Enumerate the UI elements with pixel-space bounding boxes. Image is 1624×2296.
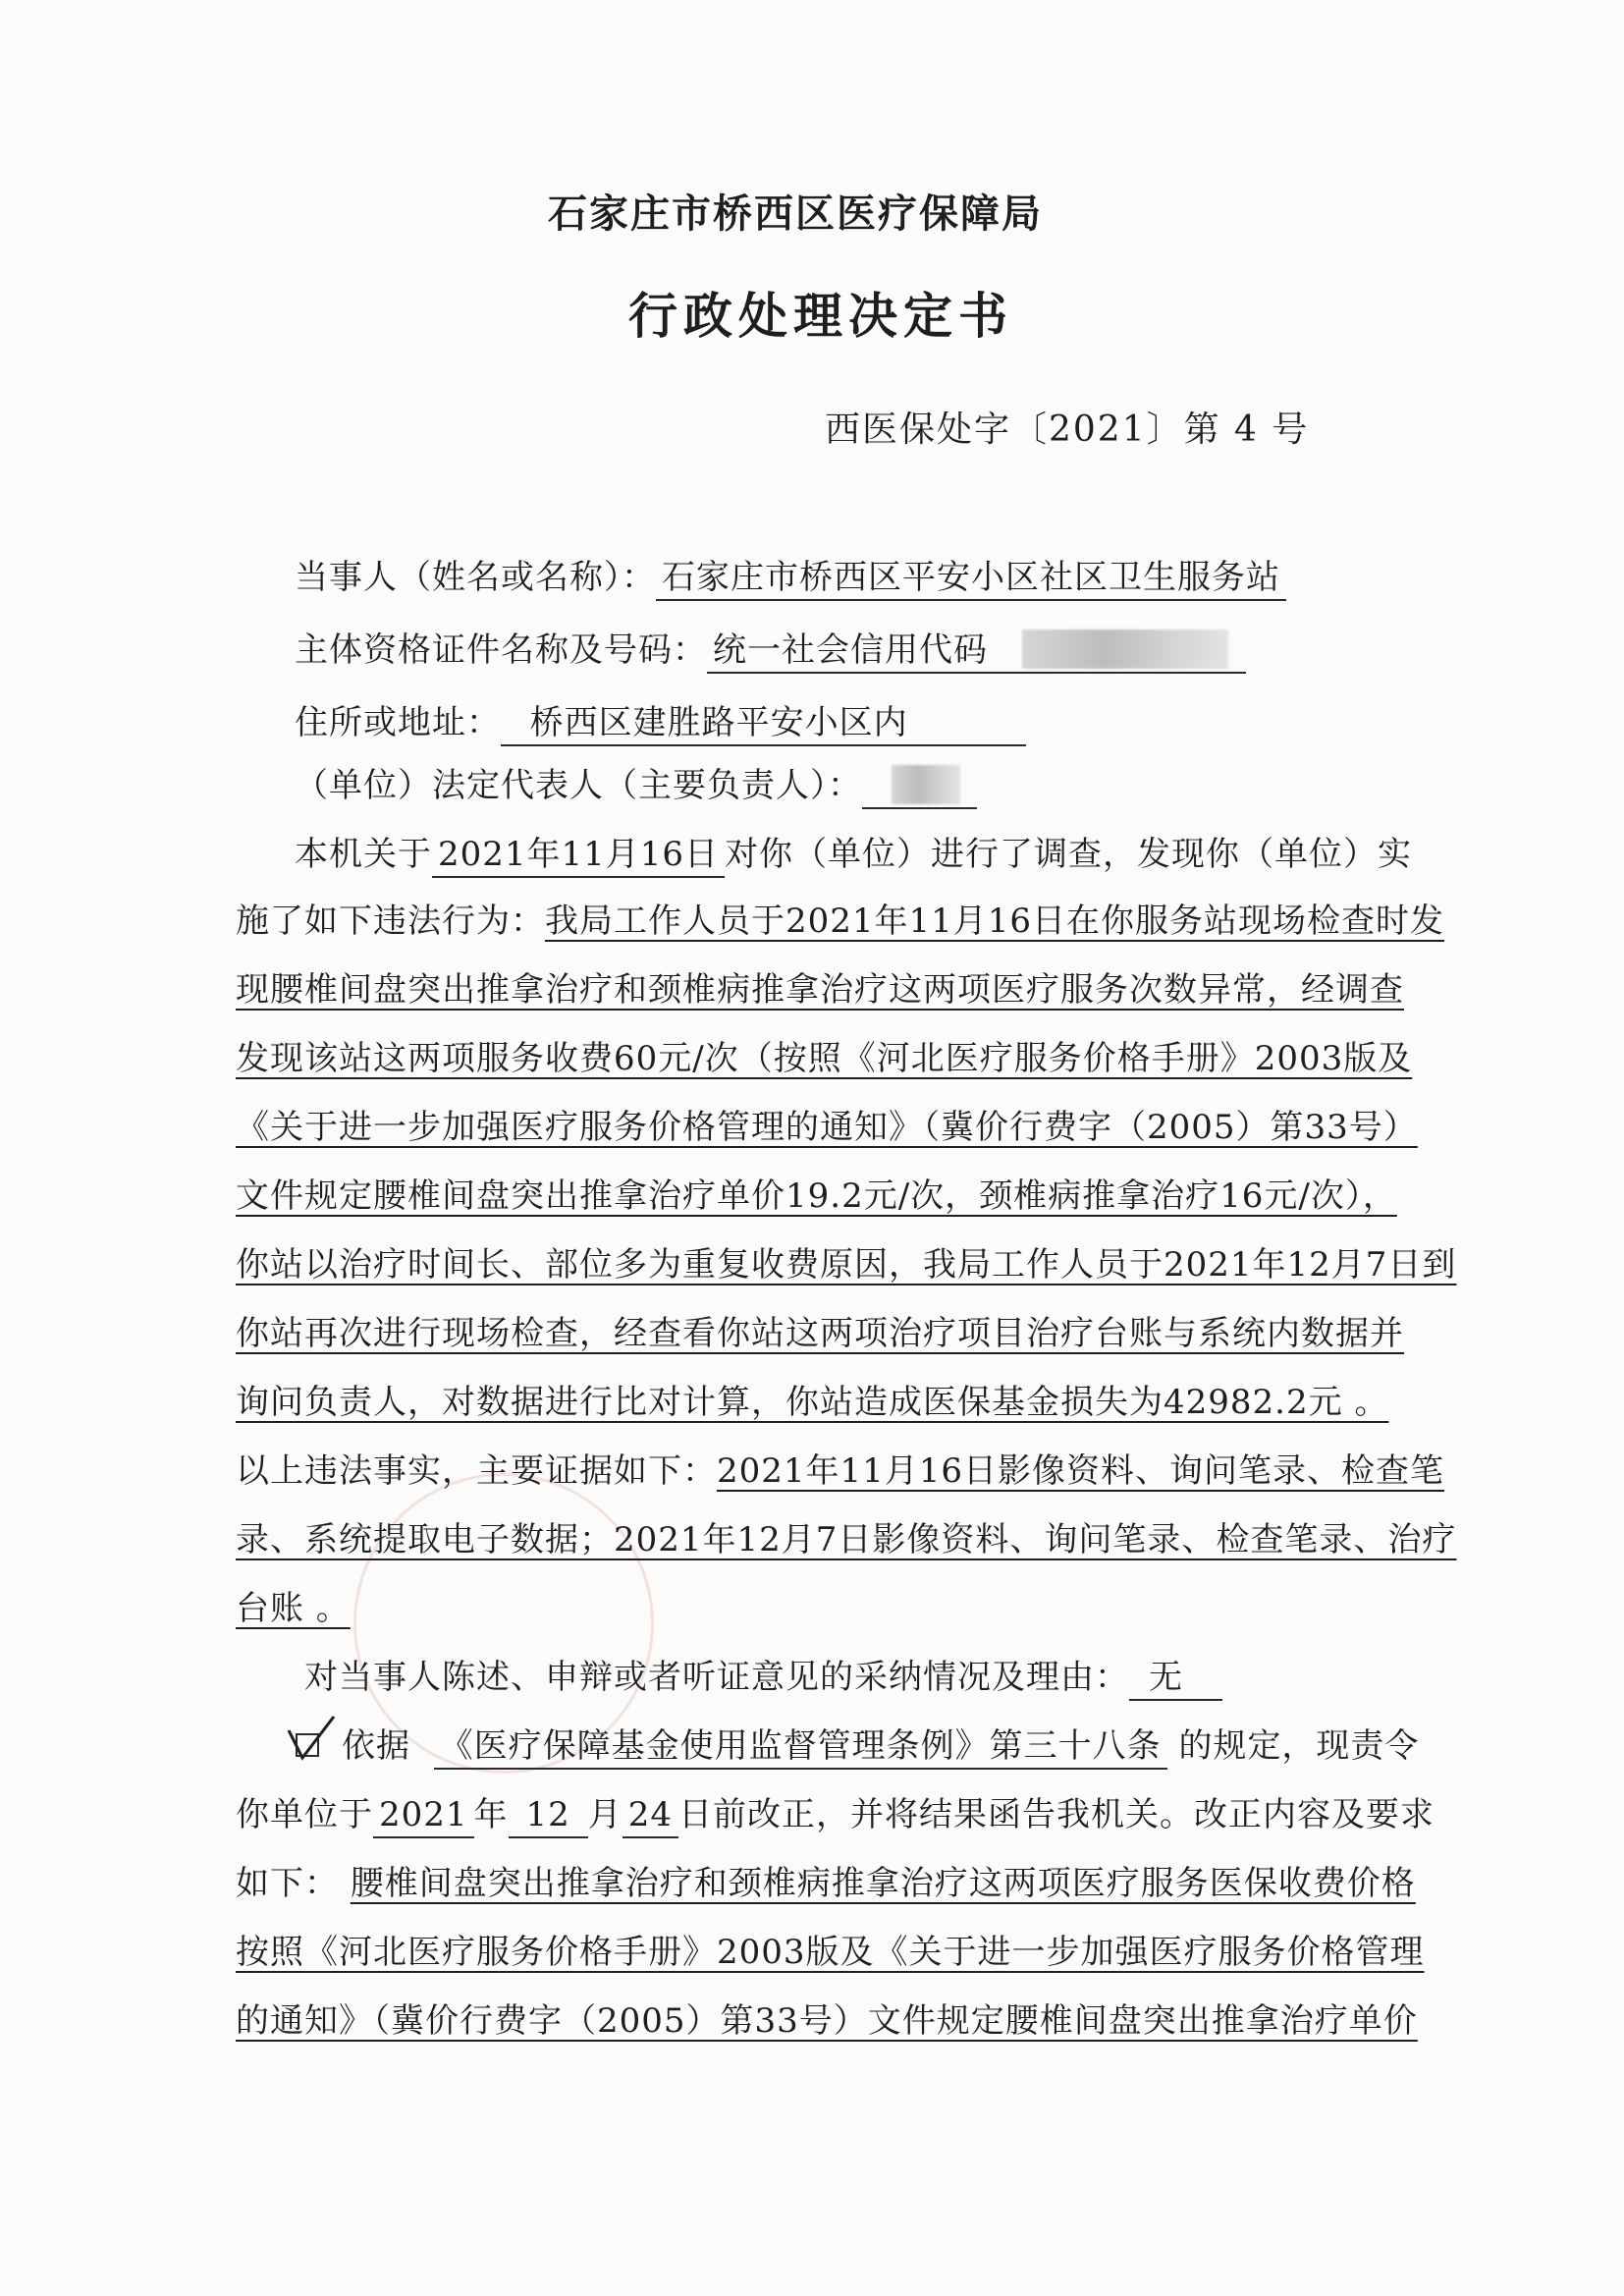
body-line-1 [295,833,1412,876]
p1-prefix: 本机关于 [295,835,432,874]
body-line-2 [236,900,1444,943]
agency-title: 石家庄市桥西区医疗保障局 [548,191,1043,237]
requirements-prefix: 如下： [236,1864,339,1903]
evidence-line-1 [236,1449,1444,1493]
requirements-line-3: 的通知》（冀价行费字（2005）第33号）文件规定腰椎间盘突出推拿治疗单价 [236,2001,1418,2041]
requirements-text-1: 腰椎间盘突出推拿治疗和颈椎病推拿治疗这两项医疗服务医保收费价格 [350,1864,1416,1903]
redacted-credit-code [1022,629,1228,669]
month-char: 月 [587,1795,623,1834]
party-cert-label: 主体资格证件名称及号码： [295,630,707,670]
party-address-row [295,701,1026,744]
redacted-rep-name [892,765,960,804]
opinion-row [304,1656,1222,1699]
opinion-label: 对当事人陈述、申辩或者听证意见的采纳情况及理由： [304,1658,1129,1697]
legal-rep-row [295,764,977,807]
body-line-7: 你站以治疗时间长、部位多为重复收费原因，我局工作人员于2021年12月7日到 [236,1245,1457,1285]
party-name-value: 石家庄市桥西区平安小区社区卫生服务站 [656,558,1286,601]
evidence-line-3: 台账 。 [236,1589,351,1628]
requirements-line-1 [236,1862,1416,1905]
year-char: 年 [473,1795,509,1834]
evidence-prefix: 以上违法事实，主要证据如下： [236,1451,717,1491]
opinion-value: 无 [1129,1658,1222,1701]
party-address-value [501,703,1026,746]
deadline-day: 24 [623,1795,678,1838]
body-line-5: 《关于进一步加强医疗服务价格管理的通知》（冀价行费字（2005）第33号） [236,1108,1418,1147]
basis-row [342,1724,1419,1768]
document-number: 西医保处字〔2021〕第 4 号 [825,410,1310,450]
investigation-date: 2021年11月16日 [432,835,725,878]
body-line-3: 现腰椎间盘突出推拿治疗和颈椎病推拿治疗这两项医疗服务次数异常，经调查 [236,970,1404,1010]
body-line-4: 发现该站这两项服务收费60元/次（按照《河北医疗服务价格手册》2003版及 [236,1039,1413,1078]
legal-rep-value [862,766,977,809]
l2-prefix: 施了如下违法行为： [236,902,545,941]
violation-text-1: 我局工作人员于2021年11月16日在你服务站现场检查时发 [545,902,1445,941]
basis-law: 《医疗保障基金使用监督管理条例》第三十八条 [434,1726,1167,1770]
evidence-text-1: 2021年11月16日影像资料、询问笔录、检查笔 [717,1451,1445,1491]
party-address-label: 住所或地址： [295,703,501,742]
deadline-year: 2021 [373,1795,474,1838]
party-cert-row [295,629,1246,672]
body-line-6: 文件规定腰椎间盘突出推拿治疗单价19.2元/次，颈椎病推拿治疗16元/次）， [236,1176,1397,1216]
deadline-month: 12 [509,1795,588,1838]
basis-prefix: 依据 [342,1726,410,1766]
party-name-row [295,556,1286,599]
deadline-row [236,1793,1435,1836]
body-line-8: 你站再次进行现场检查，经查看你站这两项治疗项目治疗台账与系统内数据并 [236,1314,1404,1353]
party-cert-type: 统一社会信用代码 [713,630,988,670]
checkmark-icon [287,1715,338,1764]
deadline-prefix: 你单位于 [236,1795,373,1834]
legal-rep-label: （单位）法定代表人（主要负责人）： [295,766,862,805]
deadline-suffix: 日前改正，并将结果函告我机关。改正内容及要求 [678,1795,1435,1834]
evidence-line-2: 录、系统提取电子数据；2021年12月7日影像资料、询问笔录、检查笔录、治疗 [236,1520,1457,1559]
document-title: 行政处理决定书 [628,287,1013,345]
p1-suffix: 对你（单位）进行了调查，发现你（单位）实 [725,835,1413,874]
party-address-text: 桥西区建胜路平安小区内 [529,703,908,742]
party-cert-value [707,630,1246,674]
party-name-label: 当事人（姓名或名称）： [295,558,656,597]
requirements-line-2: 按照《河北医疗服务价格手册》2003版及《关于进一步加强医疗服务价格管理 [236,1933,1425,1972]
basis-suffix: 的规定，现责令 [1178,1726,1420,1766]
body-line-9: 询问负责人，对数据进行比对计算，你站造成医保基金损失为42982.2元 。 [236,1383,1389,1422]
